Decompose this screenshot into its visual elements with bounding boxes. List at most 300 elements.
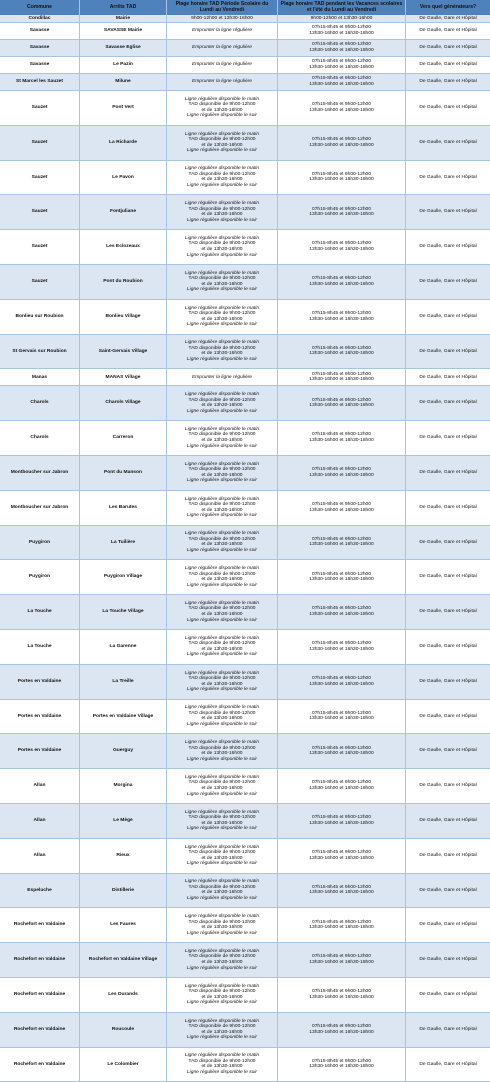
vacances-afternoon-text: 13h30-16h00 et 16h30-18h00 [309,438,374,444]
table-row [0,560,490,595]
ligne-soir-text: Ligne régulière disponible le soir [186,652,258,658]
plage-scolaire-cell [167,456,278,490]
vacances-afternoon-text: 13h30-16h00 et 16h30-18h00 [309,142,374,148]
vacances-morning-text: 07h15-8h45 et 9h00-12h00 [311,676,371,682]
tad-morning-text: TAD disponible de 9h00-12h00 [188,432,256,438]
table-row [0,874,490,909]
plage-scolaire-cell [167,874,278,908]
table-row [0,908,490,943]
commune-cell: Montboucher sur Jabron [0,491,80,525]
generateurs-cell: De Gaulle, Gare et Hôpital [419,1061,477,1067]
commune-cell: St Gervais sur Roubion [0,335,80,369]
vacances-morning-text: 07h15-8h45 et 9h00-12h00 [311,989,371,995]
ligne-soir-text: Ligne régulière disponible le soir [186,513,258,519]
generateurs-cell: De Gaulle, Gare et Hôpital [419,504,477,510]
ligne-matin-text: Ligne régulière disponible le matin [184,166,260,172]
vacances-afternoon-text: 13h30-16h00 et 16h30-18h00 [309,403,374,409]
ligne-soir-text: Ligne régulière disponible le soir [186,443,258,449]
vacances-morning-text: 07h15-8h45 et 9h00-12h00 [311,25,371,31]
tad-afternoon-text: et de 13h30-16h00 [201,212,243,218]
table-row [0,734,490,769]
commune-cell: Savasse [0,23,80,39]
vacances-morning-text: 07h15-8h45 et 9h00-12h00 [311,571,371,577]
emprunter-text: Emprunter la ligne régulière [191,374,253,380]
ligne-soir-text: Ligne régulière disponible le soir [186,217,258,223]
vacances-morning-text: 07h15-8h45 et 9h00-12h00 [311,606,371,612]
ligne-matin-text: Ligne régulière disponible le matin [184,670,260,676]
tad-afternoon-text: et de 13h30-16h00 [201,247,243,253]
commune-cell: Puygiron [0,560,80,594]
plage-vacances-cell [278,195,406,229]
generateurs-cell: De Gaulle, Gare et Hôpital [419,678,477,684]
plage-scolaire-cell [167,40,278,56]
tad-afternoon-text: et de 13h30-16h00 [201,994,243,1000]
header-plage-vacances: Plage horaire TAD pendant les Vacances scolaires et l'été du Lundi au Vendredi [278,0,406,15]
vacances-afternoon-text: 13h30-16h00 et 16h30-18h00 [309,820,374,826]
vacances-morning-text: 07h15-8h45 et 9h00-12h00 [311,102,371,108]
plage-vacances-cell [278,665,406,699]
commune-cell: Montboucher sur Jabron [0,456,80,490]
plage-scolaire-cell [167,734,278,768]
tad-afternoon-text: et de 13h30-16h00 [201,716,243,722]
plage-scolaire-text: 9h00-12h00 et 13h30-16h00 [191,15,253,21]
vacances-afternoon-text: 13h30-16h00 et 16h30-18h00 [309,177,374,183]
ligne-soir-text: Ligne régulière disponible le soir [186,1070,258,1076]
table-row [0,665,490,700]
tad-morning-text: TAD disponible de 9h00-12h00 [188,1024,256,1030]
plage-scolaire-cell [167,630,278,664]
arret-cell: La Tuilière [80,526,167,560]
ligne-soir-text: Ligne régulière disponible le soir [186,357,258,363]
plage-vacances-text: 9h00-12h00 et 13h30-16h00 [310,15,373,21]
ligne-soir-text: Ligne régulière disponible le soir [186,930,258,936]
plage-vacances-cell [278,91,406,125]
vacances-afternoon-text: 13h30-16h00 et 16h30-18h00 [309,316,374,322]
ligne-matin-text: Ligne régulière disponible le matin [184,201,260,207]
ligne-matin-text: Ligne régulière disponible le matin [184,270,260,276]
ligne-soir-text: Ligne régulière disponible le soir [186,478,258,484]
plage-scolaire-cell [167,839,278,873]
plage-vacances-cell [278,491,406,525]
ligne-soir-text: Ligne régulière disponible le soir [186,1000,258,1006]
table-row [0,230,490,265]
tad-morning-text: TAD disponible de 9h00-12h00 [188,102,256,108]
arret-cell: SAVASSE Mairie [80,23,167,39]
arret-cell: Rochefort en Valdaine Village [80,943,167,977]
vacances-morning-text: 07h15-8h45 et 9h00-12h00 [311,641,371,647]
tad-morning-text: TAD disponible de 9h00-12h00 [188,815,256,821]
tad-morning-text: TAD disponible de 9h00-12h00 [188,206,256,212]
ligne-soir-text: Ligne régulière disponible le soir [186,722,258,728]
plage-scolaire-cell [167,15,278,22]
tad-afternoon-text: et de 13h30-16h00 [201,281,243,287]
table-row [0,40,490,57]
vacances-morning-text: 07h15-8h45 et 9h00-12h00 [311,276,371,282]
vacances-morning-text: 07h15-8h45 et 9h00-12h00 [311,710,371,716]
ligne-matin-text: Ligne régulière disponible le matin [184,426,260,432]
generateurs-cell: De Gaulle, Gare et Hôpital [419,992,477,998]
commune-cell: Espeluche [0,874,80,908]
generateurs-cell: De Gaulle, Gare et Hôpital [419,105,477,111]
generateurs-cell: De Gaulle, Gare et Hôpital [419,435,477,441]
plage-scolaire-cell [167,23,278,39]
generateurs-cell: De Gaulle, Gare et Hôpital [419,244,477,250]
arret-cell: Milune [80,74,167,90]
tad-afternoon-text: et de 13h30-16h00 [201,507,243,513]
tad-afternoon-text: et de 13h30-16h00 [201,612,243,618]
commune-cell: Manas [0,369,80,385]
generateurs-cell: De Gaulle, Gare et Hôpital [419,539,477,545]
vacances-morning-text: 07h15-8h45 et 9h00-12h00 [311,536,371,542]
plage-scolaire-cell [167,195,278,229]
table-row [0,195,490,230]
arret-cell: Distillerie [80,874,167,908]
table-row [0,57,490,74]
ligne-matin-text: Ligne régulière disponible le matin [184,566,260,572]
tad-afternoon-text: et de 13h30-16h00 [201,177,243,183]
plage-vacances-cell [278,769,406,803]
commune-cell: Rochefort en Valdaine [0,1048,80,1082]
generateurs-cell: De Gaulle, Gare et Hôpital [419,45,477,51]
table-row [0,769,490,804]
plage-scolaire-cell [167,230,278,264]
plage-vacances-cell [278,456,406,490]
arret-cell: Roucoule [80,1013,167,1047]
ligne-matin-text: Ligne régulière disponible le matin [184,461,260,467]
plage-scolaire-cell [167,804,278,838]
vacances-morning-text: 07h15-8h45 et 9h00-12h00 [311,371,371,377]
tad-afternoon-text: et de 13h30-16h00 [201,351,243,357]
commune-cell: Sauzet [0,265,80,299]
arret-cell: Morgina [80,769,167,803]
generateurs-cell: De Gaulle, Gare et Hôpital [419,374,477,380]
vacances-afternoon-text: 13h30-16h00 et 16h30-18h00 [309,82,374,87]
tad-morning-text: TAD disponible de 9h00-12h00 [188,919,256,925]
table-row [0,1013,490,1048]
tad-afternoon-text: et de 13h30-16h00 [201,438,243,444]
ligne-matin-text: Ligne régulière disponible le matin [184,531,260,537]
table-row [0,15,490,23]
ligne-soir-text: Ligne régulière disponible le soir [186,408,258,414]
generateurs-cell: De Gaulle, Gare et Hôpital [419,852,477,858]
plage-vacances-cell [278,700,406,734]
tad-morning-text: TAD disponible de 9h00-12h00 [188,1058,256,1064]
commune-cell: Portes en Valdaine [0,700,80,734]
table-row [0,23,490,40]
commune-cell: Rochefort en Valdaine [0,1013,80,1047]
vacances-afternoon-text: 13h30-16h00 et 16h30-18h00 [309,855,374,861]
commune-cell: Savasse [0,40,80,56]
tad-morning-text: TAD disponible de 9h00-12h00 [188,502,256,508]
ligne-matin-text: Ligne régulière disponible le matin [184,235,260,241]
plage-scolaire-cell [167,386,278,420]
tad-afternoon-text: et de 13h30-16h00 [201,925,243,931]
arret-cell: Fontjuliane [80,195,167,229]
vacances-morning-text: 07h15-8h45 et 9h00-12h00 [311,919,371,925]
plage-scolaire-cell [167,126,278,160]
ligne-matin-text: Ligne régulière disponible le matin [184,774,260,780]
arret-cell: Saint-Gervais Village [80,335,167,369]
generateurs-cell: De Gaulle, Gare et Hôpital [419,644,477,650]
plage-scolaire-cell [167,57,278,73]
ligne-soir-text: Ligne régulière disponible le soir [186,148,258,154]
ligne-matin-text: Ligne régulière disponible le matin [184,705,260,711]
arret-cell: Les Eclozeaux [80,230,167,264]
vacances-afternoon-text: 13h30-16h00 et 16h30-18h00 [309,716,374,722]
arret-cell: Rieux [80,839,167,873]
generateurs-cell: De Gaulle, Gare et Hôpital [419,887,477,893]
plage-vacances-cell [278,874,406,908]
plage-scolaire-cell [167,1048,278,1082]
vacances-afternoon-text: 13h30-16h00 et 16h30-18h00 [309,1029,374,1035]
generateurs-cell: De Gaulle, Gare et Hôpital [419,28,477,34]
plage-vacances-cell [278,804,406,838]
commune-cell: St Marcel les Sauzet [0,74,80,90]
vacances-morning-text: 07h15-8h45 et 9h00-12h00 [311,397,371,403]
ligne-soir-text: Ligne régulière disponible le soir [186,113,258,119]
arret-cell: Le Colombier [80,1048,167,1082]
ligne-soir-text: Ligne régulière disponible le soir [186,687,258,693]
arret-cell: Guerguy [80,734,167,768]
plage-vacances-cell [278,126,406,160]
tad-afternoon-text: et de 13h30-16h00 [201,960,243,966]
emprunter-text: Emprunter la ligne régulière [191,79,253,85]
vacances-afternoon-text: 13h30-16h00 et 16h30-18h00 [309,751,374,757]
plage-scolaire-cell [167,769,278,803]
plage-scolaire-cell [167,265,278,299]
plage-vacances-cell [278,386,406,420]
tad-afternoon-text: et de 13h30-16h00 [201,820,243,826]
ligne-matin-text: Ligne régulière disponible le matin [184,600,260,606]
vacances-morning-text: 07h15-8h45 et 9h00-12h00 [311,42,371,48]
tad-afternoon-text: et de 13h30-16h00 [201,577,243,583]
commune-cell: Allan [0,804,80,838]
arret-cell: Le Pazin [80,57,167,73]
commune-cell: Savasse [0,57,80,73]
plage-scolaire-cell [167,300,278,334]
tad-morning-text: TAD disponible de 9h00-12h00 [188,536,256,542]
ligne-matin-text: Ligne régulière disponible le matin [184,948,260,954]
commune-cell: La Touche [0,595,80,629]
plage-vacances-cell [278,978,406,1012]
generateurs-cell: De Gaulle, Gare et Hôpital [419,748,477,754]
vacances-afternoon-text: 13h30-16h00 et 16h30-18h00 [309,612,374,618]
ligne-matin-text: Ligne régulière disponible le matin [184,1018,260,1024]
table-row [0,700,490,735]
ligne-matin-text: Ligne régulière disponible le matin [184,305,260,311]
plage-scolaire-cell [167,335,278,369]
ligne-matin-text: Ligne régulière disponible le matin [184,131,260,137]
plage-vacances-cell [278,908,406,942]
header-commune: Commune [0,0,80,15]
ligne-soir-text: Ligne régulière disponible le soir [186,826,258,832]
plage-vacances-cell [278,265,406,299]
vacances-afternoon-text: 13h30-16h00 et 16h30-18h00 [309,960,374,966]
plage-scolaire-cell [167,978,278,1012]
commune-cell: Sauzet [0,91,80,125]
vacances-afternoon-text: 13h30-16h00 et 16h30-18h00 [309,577,374,583]
vacances-afternoon-text: 13h30-16h00 et 16h30-18h00 [309,281,374,287]
table-row [0,335,490,370]
arret-cell: Les Faures [80,908,167,942]
arret-cell: La Garenne [80,630,167,664]
arret-cell: Pont Vert [80,91,167,125]
plage-scolaire-cell [167,700,278,734]
table-row [0,978,490,1013]
vacances-morning-text: 07h15-8h45 et 9h00-12h00 [311,1058,371,1064]
table-row [0,386,490,421]
vacances-afternoon-text: 13h30-16h00 et 16h30-18h00 [309,1064,374,1070]
vacances-morning-text: 07h15-8h45 et 9h00-12h00 [311,745,371,751]
vacances-morning-text: 07h15-8h45 et 9h00-12h00 [311,954,371,960]
tad-morning-text: TAD disponible de 9h00-12h00 [188,606,256,612]
tad-morning-text: TAD disponible de 9h00-12h00 [188,311,256,317]
plage-vacances-cell [278,161,406,195]
tad-afternoon-text: et de 13h30-16h00 [201,855,243,861]
vacances-afternoon-text: 13h30-16h00 et 16h30-18h00 [309,48,374,53]
vacances-afternoon-text: 13h30-16h00 et 16h30-18h00 [309,351,374,357]
plage-vacances-cell [278,15,406,22]
ligne-soir-text: Ligne régulière disponible le soir [186,861,258,867]
commune-cell: Sauzet [0,195,80,229]
ligne-soir-text: Ligne régulière disponible le soir [186,896,258,902]
vacances-morning-text: 07h15-8h45 et 9h00-12h00 [311,137,371,143]
commune-cell: Bonlieu sur Roubion [0,300,80,334]
table-row [0,526,490,561]
arret-cell: Les Durands [80,978,167,1012]
ligne-matin-text: Ligne régulière disponible le matin [184,740,260,746]
generateurs-cell: De Gaulle, Gare et Hôpital [419,279,477,285]
tad-morning-text: TAD disponible de 9h00-12h00 [188,745,256,751]
header-arrets: Arrêts TAD [80,0,167,15]
ligne-soir-text: Ligne régulière disponible le soir [186,756,258,762]
emprunter-text: Emprunter la ligne régulière [191,45,253,51]
plage-vacances-cell [278,595,406,629]
arret-cell: Charols Village [80,386,167,420]
vacances-morning-text: 07h15-8h45 et 9h00-12h00 [311,345,371,351]
arret-cell: Mairie [80,15,167,22]
generateurs-cell: De Gaulle, Gare et Hôpital [419,1026,477,1032]
tad-morning-text: TAD disponible de 9h00-12h00 [188,676,256,682]
table-row [0,300,490,335]
plage-scolaire-cell [167,526,278,560]
generateurs-cell: De Gaulle, Gare et Hôpital [419,470,477,476]
generateurs-cell: De Gaulle, Gare et Hôpital [419,62,477,68]
vacances-morning-text: 07h15-8h45 et 9h00-12h00 [311,76,371,82]
generateurs-cell: De Gaulle, Gare et Hôpital [419,174,477,180]
tad-morning-text: TAD disponible de 9h00-12h00 [188,850,256,856]
generateurs-cell: De Gaulle, Gare et Hôpital [419,15,477,21]
generateurs-cell: De Gaulle, Gare et Hôpital [419,574,477,580]
vacances-afternoon-text: 13h30-16h00 et 16h30-18h00 [309,925,374,931]
vacances-afternoon-text: 13h30-16h00 et 16h30-18h00 [309,890,374,896]
commune-cell: Allan [0,769,80,803]
vacances-afternoon-text: 13h30-16h00 et 16h30-18h00 [309,507,374,513]
plage-vacances-cell [278,1048,406,1082]
vacances-afternoon-text: 13h30-16h00 et 16h30-18h00 [309,377,374,383]
commune-cell: Portes en Valdaine [0,665,80,699]
vacances-morning-text: 07h15-8h45 et 9h00-12h00 [311,780,371,786]
plage-vacances-cell [278,839,406,873]
vacances-morning-text: 07h15-8h45 et 9h00-12h00 [311,432,371,438]
plage-scolaire-cell [167,908,278,942]
vacances-afternoon-text: 13h30-16h00 et 16h30-18h00 [309,212,374,218]
tad-morning-text: TAD disponible de 9h00-12h00 [188,241,256,247]
ligne-soir-text: Ligne régulière disponible le soir [186,582,258,588]
ligne-matin-text: Ligne régulière disponible le matin [184,983,260,989]
table-row [0,126,490,161]
tad-morning-text: TAD disponible de 9h00-12h00 [188,780,256,786]
tad-afternoon-text: et de 13h30-16h00 [201,681,243,687]
vacances-afternoon-text: 13h30-16h00 et 16h30-18h00 [309,472,374,478]
table-row [0,421,490,456]
vacances-morning-text: 07h15-8h45 et 9h00-12h00 [311,502,371,508]
table-row [0,456,490,491]
tad-morning-text: TAD disponible de 9h00-12h00 [188,276,256,282]
generateurs-cell: De Gaulle, Gare et Hôpital [419,713,477,719]
table-row [0,1048,490,1082]
ligne-matin-text: Ligne régulière disponible le matin [184,340,260,346]
generateurs-cell: De Gaulle, Gare et Hôpital [419,209,477,215]
ligne-matin-text: Ligne régulière disponible le matin [184,844,260,850]
ligne-soir-text: Ligne régulière disponible le soir [186,791,258,797]
table-row [0,74,490,91]
plage-vacances-cell [278,23,406,39]
generateurs-cell: De Gaulle, Gare et Hôpital [419,400,477,406]
plage-scolaire-cell [167,665,278,699]
emprunter-text: Emprunter la ligne régulière [191,62,253,68]
tad-afternoon-text: et de 13h30-16h00 [201,751,243,757]
plage-scolaire-cell [167,560,278,594]
vacances-morning-text: 07h15-8h45 et 9h00-12h00 [311,850,371,856]
arret-cell: Bonlieu Village [80,300,167,334]
generateurs-cell: De Gaulle, Gare et Hôpital [419,348,477,354]
tad-morning-text: TAD disponible de 9h00-12h00 [188,954,256,960]
arret-cell: La Treille [80,665,167,699]
plage-scolaire-cell [167,161,278,195]
plage-vacances-cell [278,734,406,768]
ligne-soir-text: Ligne régulière disponible le soir [186,1035,258,1041]
generateurs-cell: De Gaulle, Gare et Hôpital [419,957,477,963]
commune-cell: Sauzet [0,230,80,264]
table-row [0,491,490,526]
tad-morning-text: TAD disponible de 9h00-12h00 [188,467,256,473]
arret-cell: Les Barutes [80,491,167,525]
generateurs-cell: De Gaulle, Gare et Hôpital [419,818,477,824]
vacances-afternoon-text: 13h30-16h00 et 16h30-18h00 [309,107,374,113]
table-row [0,630,490,665]
vacances-afternoon-text: 13h30-16h00 et 16h30-18h00 [309,994,374,1000]
commune-cell: Portes en Valdaine [0,734,80,768]
commune-cell: Rochefort en Valdaine [0,978,80,1012]
plage-vacances-cell [278,230,406,264]
plage-scolaire-cell [167,421,278,455]
plage-vacances-cell [278,943,406,977]
commune-cell: Rochefort en Valdaine [0,943,80,977]
arret-cell: Le Pavon [80,161,167,195]
generateurs-cell: De Gaulle, Gare et Hôpital [419,313,477,319]
table-row [0,595,490,630]
plage-vacances-cell [278,300,406,334]
commune-cell: Rochefort en Valdaine [0,908,80,942]
commune-cell: La Touche [0,630,80,664]
tad-afternoon-text: et de 13h30-16h00 [201,1064,243,1070]
table-row [0,369,490,386]
vacances-afternoon-text: 13h30-16h00 et 16h30-18h00 [309,542,374,548]
vacances-morning-text: 07h15-8h45 et 9h00-12h00 [311,59,371,65]
ligne-matin-text: Ligne régulière disponible le matin [184,879,260,885]
vacances-morning-text: 07h15-8h45 et 9h00-12h00 [311,206,371,212]
